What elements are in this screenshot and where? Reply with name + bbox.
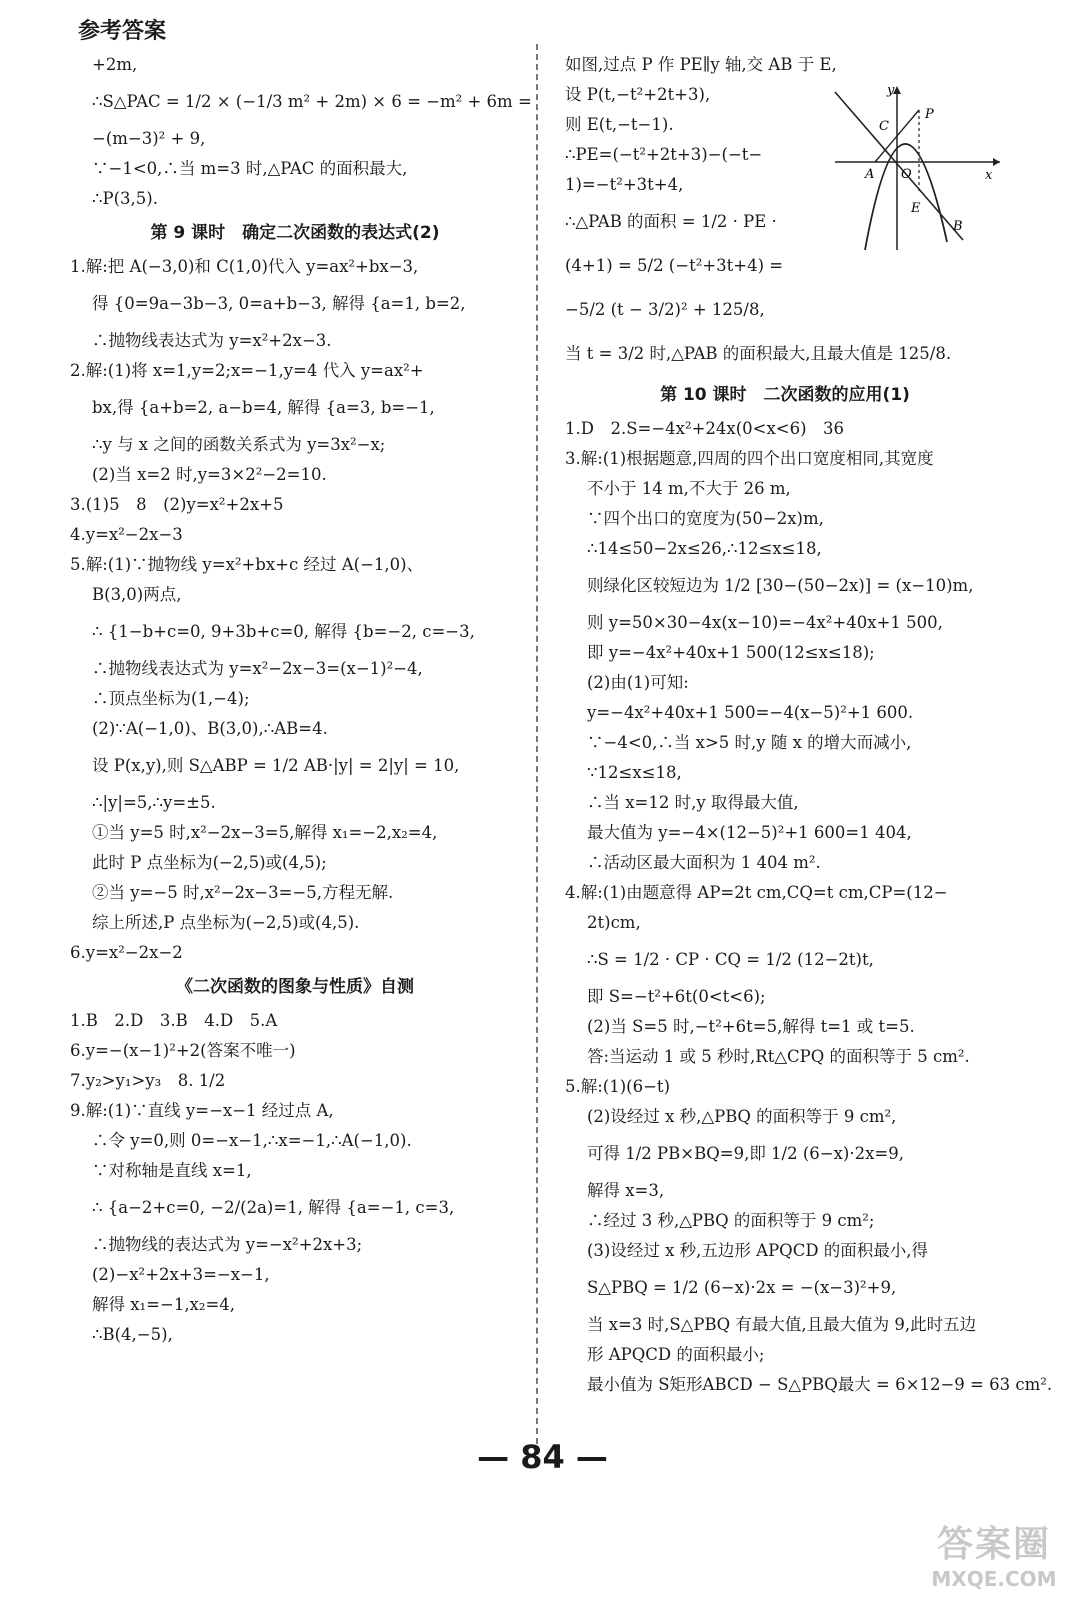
text-line: ∵对称轴是直线 x=1,: [92, 1161, 252, 1180]
text-line: 4.y=x²−2x−3: [70, 525, 183, 544]
text-line: 6.y=−(x−1)²+2(答案不唯一): [70, 1041, 296, 1060]
text-line: +2m,: [92, 55, 138, 74]
text-line: y=−4x²+40x+1 500=−4(x−5)²+1 600.: [587, 703, 914, 722]
text-line: 5.解:(1)∵抛物线 y=x²+bx+c 经过 A(−1,0)、: [70, 555, 424, 574]
text-line: 此时 P 点坐标为(−2,5)或(4,5);: [92, 853, 327, 872]
label-p: P: [925, 107, 934, 122]
text-line: ∴P(3,5).: [92, 189, 158, 208]
parabola-graph-figure: [835, 82, 1005, 250]
text-line: 最小值为 S矩形ABCD − S△PBQ最大 = 6×12−9 = 63 cm².: [587, 1375, 1053, 1394]
section-heading: 《二次函数的图象与性质》自测: [176, 977, 414, 997]
text-line: ∴抛物线的表达式为 y=−x²+2x+3;: [92, 1235, 363, 1254]
text-line: (3)设经过 x 秒,五边形 APQCD 的面积最小,得: [587, 1241, 929, 1260]
text-line: ∴△PAB 的面积 = 1/2 · PE ·: [565, 212, 777, 231]
equation-system-line: 得 {0=9a−3b−3, 0=a+b−3, 解得 {a=1, b=2,: [92, 294, 466, 313]
text-line: 当 x=3 时,S△PBQ 有最大值,且最大值为 9,此时五边: [587, 1315, 977, 1334]
equation-system-line: bx,得 {a+b=2, a−b=4, 解得 {a=3, b=−1,: [92, 398, 435, 417]
page-header-title: 参考答案: [78, 19, 167, 44]
text-line: ∴经过 3 秒,△PBQ 的面积等于 9 cm²;: [587, 1211, 875, 1230]
left-column: [70, 50, 532, 1350]
text-line: 设 P(x,y),则 S△ABP = 1/2 AB·|y| = 2|y| = 10,: [92, 756, 460, 775]
text-line: 即 y=−4x²+40x+1 500(12≤x≤18);: [587, 643, 875, 662]
text-line: ∴PE=(−t²+2t+3)−(−t−: [565, 145, 763, 164]
text-line: (2)当 S=5 时,−t²+6t=5,解得 t=1 或 t=5.: [587, 1017, 915, 1036]
right-column: [565, 50, 1053, 1400]
text-line: −5/2 (t − 3/2)² + 125/8,: [565, 300, 765, 319]
text-line: 解得 x=3,: [587, 1181, 665, 1200]
text-line: (2)∵A(−1,0)、B(3,0),∴AB=4.: [92, 719, 328, 738]
text-line: 3.解:(1)根据题意,四周的四个出口宽度相同,其宽度: [565, 449, 934, 468]
text-line: ∴|y|=5,∴y=±5.: [92, 793, 216, 812]
label-a: A: [865, 167, 875, 182]
text-line: 则绿化区较短边为 1/2 [30−(50−2x)] = (x−10)m,: [587, 576, 974, 595]
label-c: C: [879, 119, 889, 134]
text-line: ∵12≤x≤18,: [587, 763, 682, 782]
text-line: 6.y=x²−2x−2: [70, 943, 183, 962]
text-line: ∵四个出口的宽度为(50−2x)m,: [587, 509, 824, 528]
text-line: (2)设经过 x 秒,△PBQ 的面积等于 9 cm²,: [587, 1107, 897, 1126]
text-line: 1.D 2.S=−4x²+24x(0<x<6) 36: [565, 419, 845, 438]
text-line: ∴活动区最大面积为 1 404 m².: [587, 853, 821, 872]
text-line: 7.y₂>y₁>y₃ 8. 1/2: [70, 1071, 226, 1090]
text-line: 不小于 14 m,不大于 26 m,: [587, 479, 791, 498]
equation-system-line: ∴ {a−2+c=0, −2/(2a)=1, 解得 {a=−1, c=3,: [92, 1198, 455, 1217]
text-line: 2.解:(1)将 x=1,y=2;x=−1,y=4 代入 y=ax²+: [70, 361, 424, 380]
text-line: 9.解:(1)∵直线 y=−x−1 经过点 A,: [70, 1101, 334, 1120]
watermark-text-top: 答案圈: [936, 1524, 1051, 1565]
text-line: 形 APQCD 的面积最小;: [587, 1345, 765, 1364]
section-heading: 第 10 课时 二次函数的应用(1): [660, 385, 910, 405]
text-line: 1)=−t²+3t+4,: [565, 175, 684, 194]
label-e: E: [911, 201, 921, 216]
label-b: B: [953, 219, 963, 234]
text-line: (2)当 x=2 时,y=3×2²−2=10.: [92, 465, 327, 484]
watermark-text-bottom: MXQE.COM: [931, 1567, 1057, 1591]
text-line: 则 y=50×30−4x(x−10)=−4x²+40x+1 500,: [587, 613, 943, 632]
text-line: 最大值为 y=−4×(12−5)²+1 600=1 404,: [587, 823, 912, 842]
section-heading: 第 9 课时 确定二次函数的表达式(2): [150, 223, 440, 243]
equation-system-line: ∴ {1−b+c=0, 9+3b+c=0, 解得 {b=−2, c=−3,: [92, 622, 475, 641]
text-line: 则 E(t,−t−1).: [565, 115, 674, 134]
text-line: (2)由(1)可知:: [587, 673, 689, 692]
text-line: 5.解:(1)(6−t): [565, 1077, 671, 1096]
text-line: ∴抛物线表达式为 y=x²−2x−3=(x−1)²−4,: [92, 659, 423, 678]
text-line: 3.(1)5 8 (2)y=x²+2x+5: [70, 495, 284, 514]
text-line: ∴顶点坐标为(1,−4);: [92, 689, 250, 708]
text-line: 可得 1/2 PB×BQ=9,即 1/2 (6−x)·2x=9,: [587, 1144, 904, 1163]
label-x: x: [985, 168, 993, 183]
text-line: ∵−1<0,∴当 m=3 时,△PAC 的面积最大,: [92, 159, 408, 178]
text-line: 1.B 2.D 3.B 4.D 5.A: [70, 1011, 278, 1030]
text-line: 4.解:(1)由题意得 AP=2t cm,CQ=t cm,CP=(12−: [565, 883, 948, 902]
text-line: ∴令 y=0,则 0=−x−1,∴x=−1,∴A(−1,0).: [92, 1131, 412, 1150]
text-line: ∴S = 1/2 · CP · CQ = 1/2 (12−2t)t,: [587, 950, 874, 969]
text-line: ∵−4<0,∴当 x>5 时,y 随 x 的增大而减小,: [587, 733, 912, 752]
text-line: ∴S△PAC = 1/2 × (−1/3 m² + 2m) × 6 = −m² + 6m =: [92, 92, 532, 111]
text-line: 解得 x₁=−1,x₂=4,: [92, 1295, 236, 1314]
line-ab: [835, 92, 963, 240]
x-axis-arrow: [993, 158, 1000, 166]
text-line: 1.解:把 A(−3,0)和 C(1,0)代入 y=ax²+bx−3,: [70, 257, 419, 276]
text-line: 当 t = 3/2 时,△PAB 的面积最大,且最大值是 125/8.: [565, 344, 952, 363]
text-line: 综上所述,P 点坐标为(−2,5)或(4,5).: [92, 913, 360, 932]
label-y: y: [887, 83, 895, 98]
text-line: 即 S=−t²+6t(0<t<6);: [587, 987, 766, 1006]
column-divider: [536, 44, 538, 1444]
text-line: 如图,过点 P 作 PE∥y 轴,交 AB 于 E,: [565, 55, 837, 74]
text-line: 2t)cm,: [587, 913, 641, 932]
text-line: −(m−3)² + 9,: [92, 129, 206, 148]
label-o: O: [901, 167, 912, 182]
text-line: ∴当 x=12 时,y 取得最大值,: [587, 793, 799, 812]
text-line: ∴抛物线表达式为 y=x²+2x−3.: [92, 331, 332, 350]
text-line: 设 P(t,−t²+2t+3),: [565, 85, 711, 104]
text-line: 答:当运动 1 或 5 秒时,Rt△CPQ 的面积等于 5 cm².: [587, 1047, 970, 1066]
text-line: ∴14≤50−2x≤26,∴12≤x≤18,: [587, 539, 822, 558]
text-line: ①当 y=5 时,x²−2x−3=5,解得 x₁=−2,x₂=4,: [92, 823, 438, 842]
text-line: ∴B(4,−5),: [92, 1325, 173, 1344]
text-line: ②当 y=−5 时,x²−2x−3=−5,方程无解.: [92, 883, 394, 902]
text-line: (4+1) = 5/2 (−t²+3t+4) =: [565, 256, 784, 275]
text-line: ∴y 与 x 之间的函数关系式为 y=3x²−x;: [92, 435, 386, 454]
text-line: S△PBQ = 1/2 (6−x)·2x = −(x−3)²+9,: [587, 1278, 897, 1297]
text-line: B(3,0)两点,: [92, 585, 182, 604]
watermark-logo: [919, 1516, 1069, 1591]
text-line: (2)−x²+2x+3=−x−1,: [92, 1265, 270, 1284]
page-number: — 84 —: [477, 1438, 608, 1476]
